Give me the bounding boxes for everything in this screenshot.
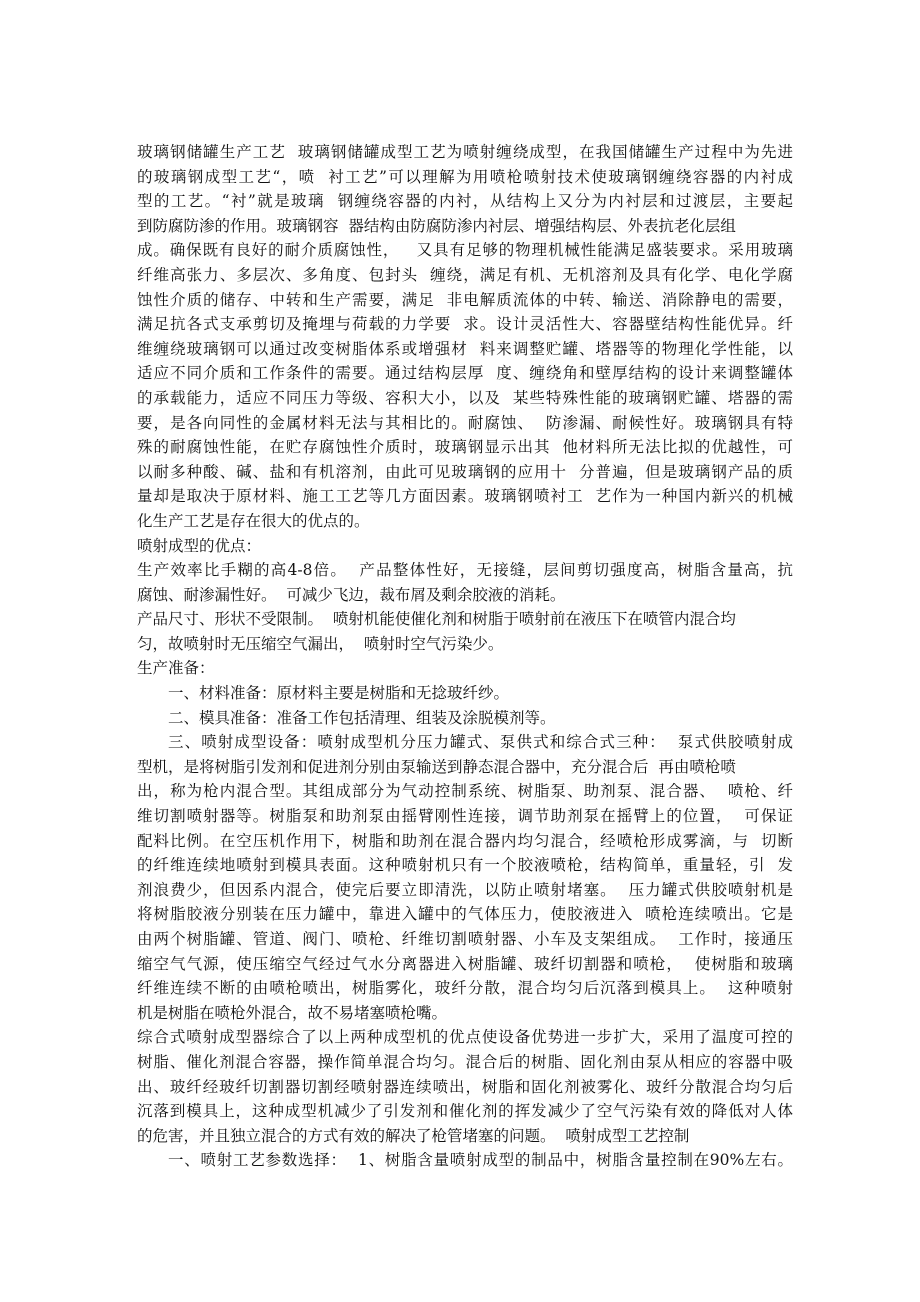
text-line: 二、模具准备：准备工作包括清理、组装及涂脱模剂等。: [168, 708, 556, 727]
text-line: 出，称为枪内混合型。其组成部分为气动控制系统、树脂泵、助剂泵、混合器、 喷枪、纤: [137, 782, 793, 801]
text-line: 维切割喷射器等。树脂泵和助剂泵由摇臂刚性连接，调节助剂泵在摇臂上的位置， 可保证: [137, 807, 793, 826]
text-line: 产品尺寸、形状不受限制。 喷射机能使催化剂和树脂于喷射前在液压下在喷管内混合均: [137, 610, 736, 629]
document-body: [137, 140, 793, 1173]
text-line: 生产效率比手糊的高4-8倍。 产品整体性好，无接缝，层间剪切强度高，树脂含量高，抗: [137, 561, 793, 580]
text-line: 殊的耐腐蚀性能，在贮存腐蚀性介质时，玻璃钢显示出其 他材料所无法比拟的优越性，可: [137, 438, 793, 457]
text-line: 出、玻纤经玻纤切割器切割经喷射器连续喷出，树脂和固化剂被雾化、玻纤分散混合均匀后: [137, 1077, 793, 1096]
text-line: 机是树脂在喷枪外混合，故不易堵塞喷枪嘴。: [137, 1003, 448, 1022]
text-line: 沉落到模具上，这种成型机减少了引发剂和催化剂的挥发减少了空气污染有效的降低对人体: [137, 1102, 793, 1121]
text-line: 要，是各向同性的金属材料无法与其相比的。耐腐蚀、 防渗漏、耐候性好。玻璃钢具有特: [137, 413, 793, 432]
text-line: 生产准备：: [137, 659, 215, 678]
text-line: 腐蚀、耐渗漏性好。 可减少飞边，裁布屑及剩余胶液的消耗。: [137, 585, 566, 604]
text-line: 由两个树脂罐、管道、阀门、喷枪、纤维切割喷射器、小车及支架组成。 工作时，接通压: [137, 930, 793, 948]
text-line: 缩空气气源，使压缩空气经过气水分离器进入树脂罐、玻纤切割器和喷枪， 使树脂和玻璃: [137, 954, 793, 973]
text-line: 量却是取决于原材料、施工工艺等几方面因素。玻璃钢喷衬工 艺作为一种国内新兴的机械: [137, 487, 793, 506]
text-line: 配料比例。在空压机作用下，树脂和助剂在混合器内均匀混合，经喷枪形成雾滴，与 切断: [137, 831, 793, 850]
text-line: 蚀性介质的储存、中转和生产需要，满足 非电解质流体的中转、输送、消除静电的需要，: [137, 290, 793, 309]
text-line: 的纤维连续地喷射到模具表面。这种喷射机只有一个胶液喷枪，结构简单，重量轻，引 发: [137, 856, 793, 875]
text-line: 满足抗各式支承剪切及掩埋与荷载的力学要 求。设计灵活性大、容器壁结构性能优异。纤: [137, 315, 793, 334]
text-line: 适应不同介质和工作条件的需要。通过结构层厚 度、缠绕角和壁厚结构的设计来调整罐体: [137, 364, 793, 383]
text-line: 三、喷射成型设备：喷射成型机分压力罐式、泵供式和综合式三种： 泵式供胶喷射成: [168, 733, 793, 752]
text-line: 剂浪费少，但因系内混合，使完后要立即清洗，以防止喷射堵塞。 压力罐式供胶喷射机是: [137, 880, 793, 899]
text-line: 型的工艺。“衬”就是玻璃 钢缠绕容器的内衬，从结构上又分为内衬层和过渡层，主要起: [137, 192, 793, 211]
text-line: 化生产工艺是存在很大的优点的。: [137, 511, 370, 530]
text-line: 玻璃钢储罐生产工艺 玻璃钢储罐成型工艺为喷射缠绕成型，在我国储罐生产过程中为先进: [137, 143, 793, 161]
text-line: 以耐多种酸、碱、盐和有机溶剂，由此可见玻璃钢的应用十 分普遍，但是玻璃钢产品的质: [137, 462, 793, 481]
text-line: 将树脂胶液分别装在压力罐中，靠进入罐中的气体压力，使胶液进入 喷枪连续喷出。它是: [137, 905, 793, 924]
text-line: 维缠绕玻璃钢可以通过改变树脂体系或增强材 料来调整贮罐、塔器等的物理化学性能，以: [137, 339, 793, 358]
text-line: 一、喷射工艺参数选择： 1、树脂含量喷射成型的制品中，树脂含量控制在90%左右。: [168, 1151, 793, 1170]
text-line: 成。确保既有良好的耐介质腐蚀性， 又具有足够的物理机械性能满足盛装要求。采用玻璃: [137, 241, 793, 260]
text-line: 综合式喷射成型器综合了以上两种成型机的优点使设备优势进一步扩大，采用了温度可控的: [137, 1028, 793, 1047]
text-line: 的玻璃钢成型工艺“，喷 衬工艺”可以理解为用喷枪喷射技术使玻璃钢缠绕容器的内衬成: [137, 167, 793, 186]
text-line: 纤维高张力、多层次、多角度、包封头 缠绕，满足有机、无机溶剂及具有化学、电化学腐: [137, 265, 793, 284]
text-line: 的危害，并且独立混合的方式有效的解决了枪管堵塞的问题。 喷射成型工艺控制: [137, 1126, 690, 1145]
text-line: 匀，故喷射时无压缩空气漏出， 喷射时空气污染少。: [137, 634, 504, 653]
text-line: 喷射成型的优点：: [137, 536, 262, 555]
text-line: 一、材料准备：原材料主要是树脂和无捻玻纤纱。: [168, 684, 510, 703]
text-line: 树脂、催化剂混合容器，操作简单混合均匀。混合后的树脂、固化剂由泵从相应的容器中吸: [137, 1052, 793, 1071]
text-line: 到防腐防渗的作用。玻璃钢容 器结构由防腐防渗内衬层、增强结构层、外表抗老化层组: [137, 216, 736, 235]
text-line: 纤维连续不断的由喷枪喷出，树脂雾化，玻纤分散，混合均匀后沉落到模具上。 这种喷射: [137, 979, 793, 998]
text-line: 型机，是将树脂引发剂和促进剂分别由泵输送到静态混合器中，充分混合后 再由喷枪喷: [137, 757, 736, 776]
text-line: 的承载能力，适应不同压力等级、容积大小，以及 某些特殊性能的玻璃钢贮罐、塔器的需: [137, 388, 793, 407]
